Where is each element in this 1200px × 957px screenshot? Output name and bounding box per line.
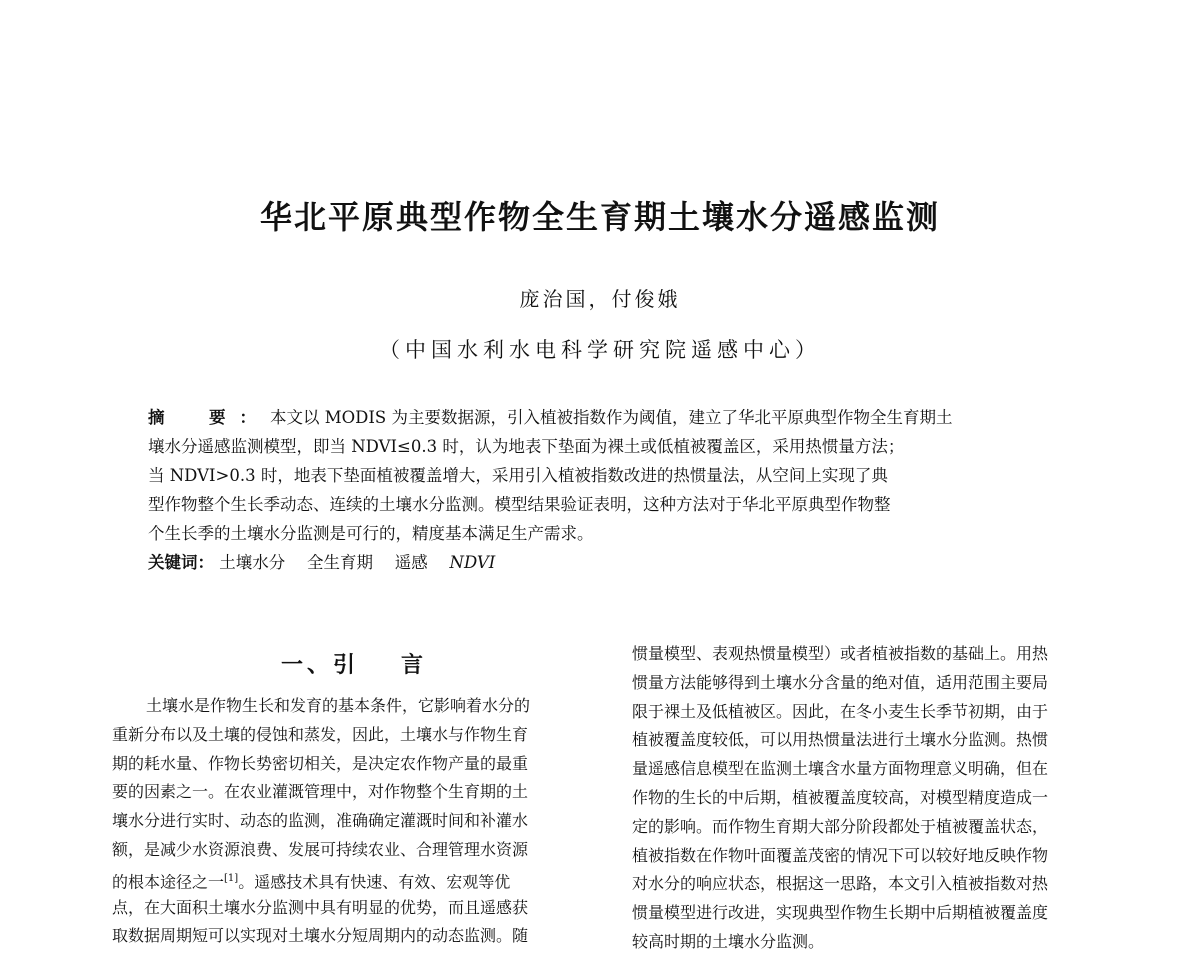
paragraph-line: 壤水分进行实时、动态的监测，准确确定灌溉时间和补灌水 [112, 811, 529, 831]
paragraph-line: 作物的生长的中后期，植被覆盖度较高，对模型精度造成一 [632, 787, 1049, 807]
paragraph-line: 要的因素之一。在农业灌溉管理中，对作物整个生育期的土 [112, 782, 529, 802]
section-heading-part: 言 [401, 653, 428, 678]
abstract-line [148, 403, 1084, 432]
abstract [148, 403, 1084, 577]
abstract-line: 壤水分遥感监测模型，即当 NDVI≤0.3 时，认为地表下垫面为裸土或低植被覆盖区，采用热惯量方法； [148, 437, 905, 456]
paragraph-line: 额，是减少水资源浪费、发展可持续农业、合理管理水资源 [112, 839, 529, 859]
keyword: NDVI [449, 553, 496, 572]
keyword: 土壤水分 [219, 553, 286, 572]
paragraph-line: 植被指数在作物叶面覆盖茂密的情况下可以较好地反映作物 [632, 845, 1049, 865]
paragraph-line: 对水分的响应状态，根据这一思路，本文引入植被指数对热 [632, 874, 1049, 894]
keyword: 全生育期 [307, 553, 373, 572]
paragraph-line: 较高时期的土壤水分监测。 [632, 931, 825, 951]
paragraph-text: 。遥感技术具有快速、有效、宏观等优 [238, 872, 511, 892]
keyword: 遥感 [394, 553, 428, 572]
left-column [112, 640, 596, 951]
paragraph-line: 惯量方法能够得到土壤水分含量的绝对值，适用范围主要局 [632, 672, 1049, 692]
abstract-line: 型作物整个生长季动态、连续的土壤水分监测。模型结果验证表明，这种方法对于华北平原典型作物整 [148, 495, 891, 514]
paragraph-line: 取数据周期短可以实现对土壤水分短周期内的动态监测。随 [112, 926, 529, 946]
paragraph-line [112, 865, 596, 894]
paragraph-line: 土壤水是作物生长和发育的基本条件，它影响着水分的 [146, 696, 531, 715]
affiliation: （中国水利水电科学研究院遥感中心） [379, 338, 821, 362]
keywords-label: 关键词： [148, 553, 214, 572]
keywords [148, 548, 1084, 577]
paragraph-line: 惯量模型进行改进，实现典型作物生长期中后期植被覆盖度 [632, 903, 1049, 923]
paragraph-line: 点，在大面积土壤水分监测中具有明显的优势，而且遥感获 [112, 897, 529, 917]
authors: 庞治国，付俊娥 [519, 287, 681, 311]
abstract-label: 摘 要： [148, 408, 270, 427]
abstract-text: 本文以 MODIS 为主要数据源，引入植被指数作为阈值，建立了华北平原典型作物全生育期土 [270, 408, 953, 427]
paragraph-line: 定的影响。而作物生育期大部分阶段都处于植被覆盖状态， [632, 816, 1049, 836]
citation[interactable]: [1] [224, 872, 239, 884]
paragraph-text: 的根本途径之一 [112, 872, 225, 892]
paper-title: 华北平原典型作物全生育期土壤水分遥感监测 [259, 198, 940, 236]
paragraph-line: 限于裸土及低植被区。因此，在冬小麦生长季节初期，由于 [632, 701, 1049, 721]
paragraph-line: 量遥感信息模型在监测土壤含水量方面物理意义明确，但在 [632, 759, 1049, 779]
paragraph-line: 惯量模型、表观热惯量模型）或者植被指数的基础上。用热 [632, 644, 1049, 663]
paragraph-line: 期的耗水量、作物长势密切相关，是决定农作物产量的最重 [112, 753, 529, 773]
section-heading-introduction [112, 640, 596, 692]
abstract-line: 个生长季的土壤水分监测是可行的，精度基本满足生产需求。 [148, 524, 594, 543]
paragraph-line: 植被覆盖度较低，可以用热惯量法进行土壤水分监测。热惯 [632, 730, 1049, 750]
abstract-line: 当 NDVI>0.3 时，地表下垫面植被覆盖增大，采用引入植被指数改进的热惯量法，从空间上实现了典 [148, 466, 888, 485]
section-heading-part: 一、引 [280, 653, 359, 678]
paragraph-line: 重新分布以及土壤的侵蚀和蒸发，因此，土壤水与作物生育 [112, 724, 529, 744]
right-column [632, 640, 1122, 957]
